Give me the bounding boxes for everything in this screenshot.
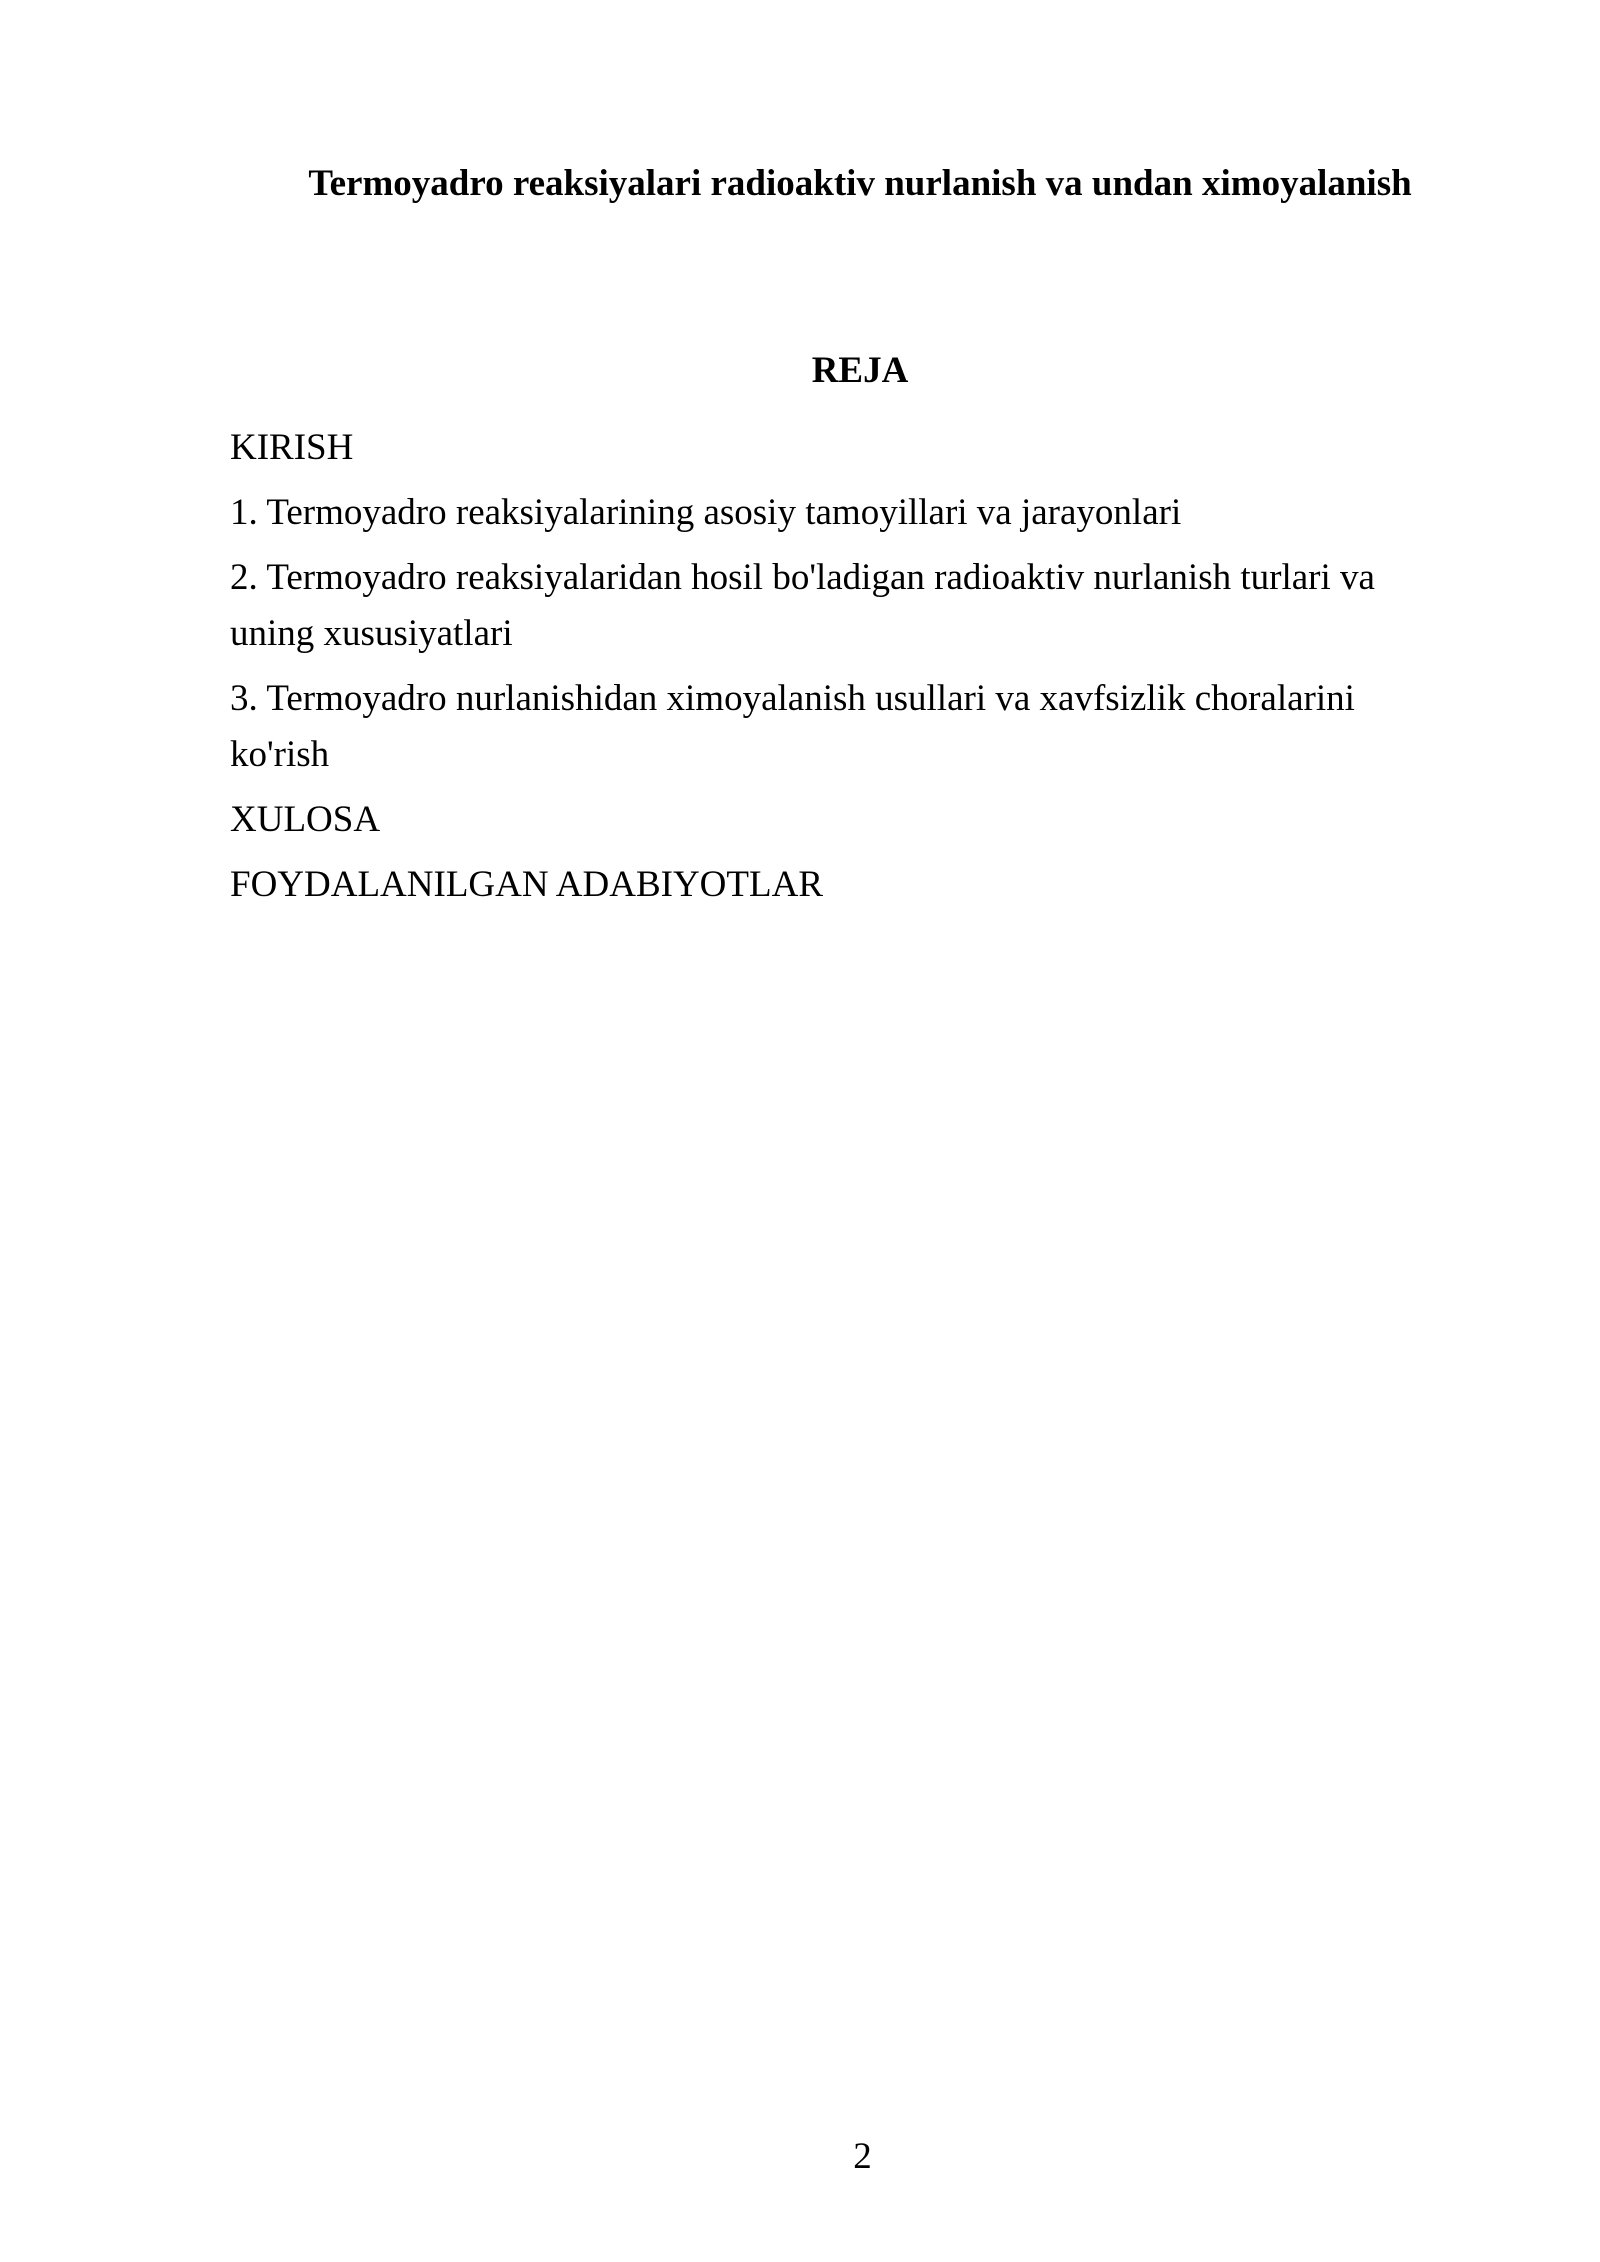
page-number: 2 xyxy=(853,2136,872,2177)
plan-item-introduction: KIRISH xyxy=(230,427,354,468)
plan-heading: REJA xyxy=(811,350,909,391)
plan-item-references: FOYDALANILGAN ADABIYOTLAR xyxy=(230,864,823,905)
plan-item-conclusion: XULOSA xyxy=(230,799,381,840)
plan-item-section-1: 1. Termoyadro reaksiyalarining asosiy tamoyillari va jarayonlari xyxy=(230,492,1182,533)
plan-item-section-2: 2. Termoyadro reaksiyalaridan hosil bo'ladigan radioaktiv nurlanish turlari va uning xususiyatlari xyxy=(230,557,1375,654)
plan-item-section-3: 3. Termoyadro nurlanishidan ximoyalanish usullari va xavfsizlik choralarini ko'rish xyxy=(230,678,1355,775)
document-title: Termoyadro reaksiyalari radioaktiv nurlanish va undan ximoyalanish xyxy=(308,163,1412,204)
plan-list xyxy=(230,420,1430,922)
